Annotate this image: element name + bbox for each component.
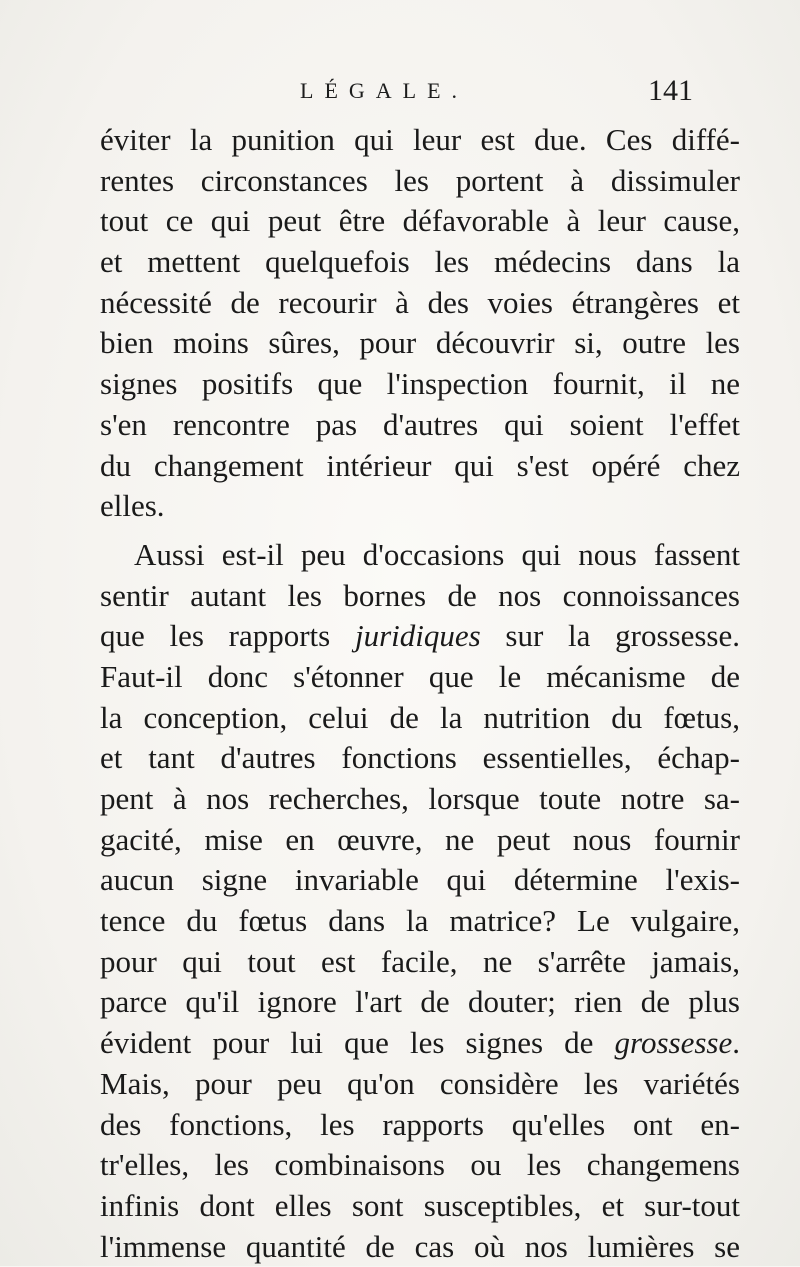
text-line: parce qu'il ignore l'art de douter; rien de plus — [100, 984, 740, 1020]
body-text — [100, 120, 740, 1267]
text-line: nécessité de recourir à des voies étrangères et — [100, 284, 740, 320]
italic-term: grossesse — [614, 1025, 733, 1061]
text-line: aucun signe invariable qui détermine l'exis- — [100, 862, 740, 898]
page-number: 141 — [648, 74, 693, 107]
text-line: Aussi est-il peu d'occasions qui nous fassent — [134, 536, 740, 572]
text-line: l'immense quantité de cas où nos lumières se — [100, 1228, 740, 1264]
text-line: bien moins sûres, pour découvrir si, outre les — [100, 325, 740, 361]
text-line: tr'elles, les combinaisons ou les changemens — [100, 1147, 740, 1183]
text-line: et mettent quelquefois les médecins dans la — [100, 244, 740, 280]
text-line: Faut-il donc s'étonner que le mécanisme de — [100, 658, 740, 694]
text-line: et tant d'autres fonctions essentielles, échap- — [100, 740, 740, 776]
text-line: des fonctions, les rapports qu'elles ont en- — [100, 1106, 740, 1142]
italic-term: juridiques — [354, 618, 481, 654]
text-line: s'en rencontre pas d'autres qui soient l'effet — [100, 406, 740, 442]
text-line: infinis dont elles sont susceptibles, et sur-tout — [100, 1187, 740, 1223]
text-line: du changement intérieur qui s'est opéré chez — [100, 447, 740, 483]
text-line: la conception, celui de la nutrition du fœtus, — [100, 699, 740, 735]
text-line: rentes circonstances les portent à dissimuler — [100, 162, 740, 198]
text-line: pent à nos recherches, lorsque toute notre sa- — [100, 781, 740, 816]
text-line: que les rapports juridiques sur la grossesse. — [100, 618, 740, 654]
running-title: LÉGALE. — [300, 78, 469, 103]
text-line: pour qui tout est facile, ne s'arrête jamais, — [100, 943, 740, 979]
text-line: tence du fœtus dans la matrice? Le vulgaire, — [100, 903, 740, 939]
text-line: elles. — [100, 488, 165, 524]
text-line: éviter la punition qui leur est due. Ces diffé- — [100, 122, 740, 157]
paragraph-1 — [100, 120, 740, 527]
text-line: gacité, mise en œuvre, ne peut nous fournir — [100, 821, 740, 857]
text-line: signes positifs que l'inspection fournit, il ne — [100, 366, 740, 402]
paragraph-2 — [100, 535, 740, 1267]
text-line: évident pour lui que les signes de grossesse. — [100, 1025, 740, 1061]
text-line: sentir autant les bornes de nos connoissances — [100, 577, 740, 613]
text-line: tout ce qui peut être défavorable à leur cause, — [100, 203, 740, 239]
text-line: Mais, pour peu qu'on considère les variétés — [100, 1065, 740, 1101]
